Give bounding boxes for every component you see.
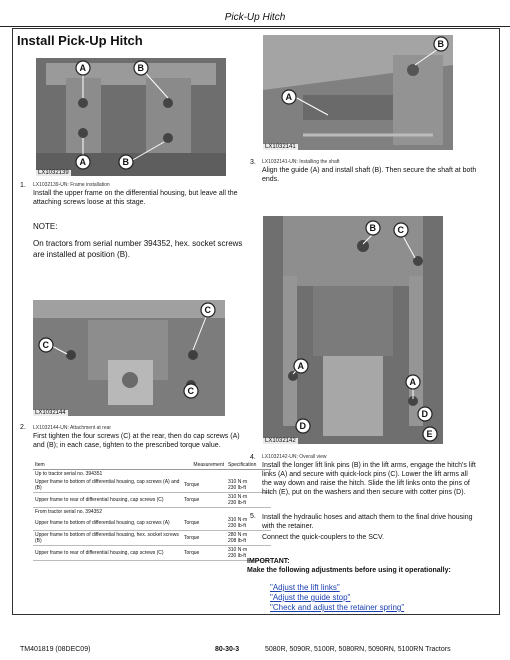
figure-1-id: LX1032139 <box>38 170 69 176</box>
link-adjust-guide-stop[interactable]: "Adjust the guide stop" <box>270 593 351 602</box>
note-label: NOTE: <box>33 222 58 231</box>
spec-col-measurement: Measurement <box>182 461 226 470</box>
figure-1-illustration <box>36 58 226 176</box>
figure-4-caption: LX1032142-UN: Overall view <box>262 454 327 460</box>
link-retainer-spring[interactable]: "Check and adjust the retainer spring" <box>270 603 405 612</box>
callout-a-bottom-left: A <box>79 157 86 167</box>
figure-2-caption: LX1032141-UN: Installing the shaft <box>262 159 340 165</box>
callout-a-top-left: A <box>79 63 86 73</box>
callout-a-left: A <box>297 361 304 371</box>
spec-item: Upper frame to bottom of differential housing, cap screws (A) <box>33 516 182 531</box>
callout-d-left: D <box>299 421 306 431</box>
spec-measurement: Torque <box>182 531 226 546</box>
step-3-text: Align the guide (A) and install shaft (B). Then secure the shaft at both ends. <box>262 167 477 183</box>
step-2-number: 2. <box>20 424 26 431</box>
figure-4-illustration <box>263 216 443 444</box>
spec-imperial: 230 lb-ft <box>228 485 247 491</box>
torque-spec-table <box>33 461 271 561</box>
callout-e <box>418 424 442 444</box>
spec-group-heading: Up to tractor serial no. 394351 <box>35 471 103 477</box>
step-4-number: 4. <box>250 454 256 461</box>
section-title: Install Pick-Up Hitch <box>17 33 143 48</box>
spec-item: Upper frame to rear of differential housing, cap screws (C) <box>33 546 182 561</box>
spec-imperial: 208 lb-ft <box>228 538 247 544</box>
important-text: Make the following adjustments before using it operationally: <box>247 567 451 574</box>
important-label: IMPORTANT: <box>247 558 290 565</box>
callout-c-top: C <box>204 305 211 315</box>
spec-metric: 310 N·m <box>228 547 248 553</box>
footer-models: 5080R, 5090R, 5100R, 5080RN, 5090RN, 5100RN Tractors <box>265 646 451 653</box>
callout-c-bottom: C <box>187 386 194 396</box>
spec-metric: 310 N·m <box>228 479 248 485</box>
footer-page-number: 80-30-3 <box>215 646 240 653</box>
callout-b: B <box>437 39 444 49</box>
callout-b-bottom-right: B <box>122 157 129 167</box>
callout-c: C <box>397 225 404 235</box>
note-text: On tractors from serial number 394352, hex. socket screws are installed at position (B). <box>33 239 243 259</box>
figure-attachment-at-rear <box>33 300 225 416</box>
spec-metric: 310 N·m <box>228 517 248 523</box>
spec-col-item: Item <box>33 461 182 470</box>
step-2-text: First tighten the four screws (C) at the rear, then do cap screws (A) and (B); in each case, tighten to the prescribed torque value. <box>33 433 240 449</box>
spec-col-specification: Specification <box>226 461 271 470</box>
spec-measurement: Torque <box>182 516 226 531</box>
spec-item: Upper frame to bottom of differential housing, hex. socket screws (B) <box>33 531 182 546</box>
callout-c-left: C <box>42 340 49 350</box>
figure-2-id: LX1032141 <box>265 144 296 150</box>
step-1-text: Install the upper frame on the differential housing, but leave all the attaching screws loose at this stage. <box>33 190 238 206</box>
spec-imperial: 230 lb-ft <box>228 523 247 529</box>
figure-3-illustration <box>33 300 225 416</box>
step-5-number: 5. <box>250 513 256 520</box>
spec-imperial: 230 lb-ft <box>228 553 247 559</box>
link-adjust-lift-links[interactable]: "Adjust the lift links" <box>270 583 340 592</box>
spec-imperial: 230 lb-ft <box>228 500 247 506</box>
spec-measurement: Torque <box>182 493 226 508</box>
step-3-number: 3. <box>250 159 256 166</box>
spec-metric: 310 N·m <box>228 494 248 500</box>
callout-a: A <box>285 92 292 102</box>
figure-overall-view <box>263 216 443 444</box>
spec-item: Upper frame to bottom of differential housing, cap screws (A) and (B) <box>33 478 182 493</box>
figure-4-id: LX1032142 <box>265 438 296 444</box>
spec-group-heading: From tractor serial no. 394352 <box>35 509 102 515</box>
spec-measurement: Torque <box>182 478 226 493</box>
figure-3-id: LX1032144 <box>35 410 66 416</box>
callout-e-label: E <box>426 429 433 439</box>
callout-b: B <box>369 223 376 233</box>
figure-frame-installation <box>36 58 226 176</box>
figure-3-caption: LX1032144-UN: Attachment at rear <box>33 425 112 431</box>
step-1-number: 1. <box>20 182 26 189</box>
spec-measurement: Torque <box>182 546 226 561</box>
callout-a-right: A <box>409 377 416 387</box>
figure-2-illustration <box>263 35 453 150</box>
step-4-text: Install the longer lift link pins (B) in the lift arms, engage the hitch's lift links (A) and secure with quick-lock pins (C). Lower the lift arms all the way down and raise the hitch. Slide the lift links onto the pins of hitch (E), put on the washers and then secure with cotter pins (D). <box>262 462 476 496</box>
footer-doc-id: TM401819 (08DEC09) <box>20 646 91 653</box>
spec-metric: 280 N·m <box>228 532 248 538</box>
callout-b-top-right: B <box>137 63 144 73</box>
step-5-followup: Connect the quick-couplers to the SCV. <box>262 534 384 541</box>
page-header-title: Pick-Up Hitch <box>224 12 286 23</box>
spec-item: Upper frame to rear of differential housing, cap screws (C) <box>33 493 182 508</box>
figure-1-caption: LX1032139-UN: Frame installation <box>33 182 110 188</box>
step-5-text: Install the hydraulic hoses and attach them to the final drive housing with the retainer. <box>262 514 473 530</box>
figure-installing-shaft <box>263 35 453 150</box>
callout-d-right: D <box>421 409 428 419</box>
